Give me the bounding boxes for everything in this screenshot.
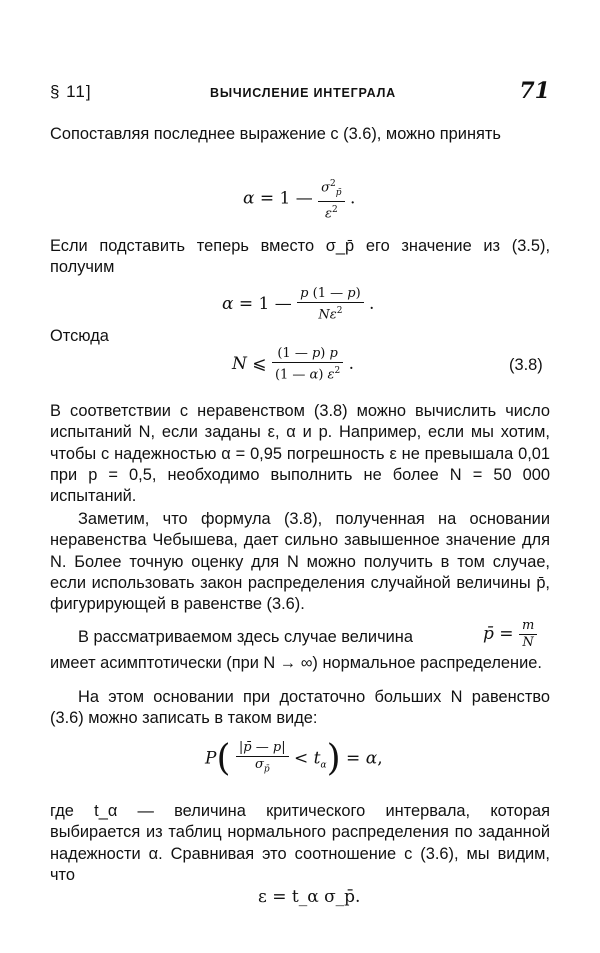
equation-3: N ⩽ $\frac{(1 — p) p}{(1 — \alpha) \varepsilon^2}$ . [232,346,355,383]
running-header [50,78,550,108]
equation-4: p̄ = $\frac{m}{N}$ [483,618,537,651]
equation-3-fraction: $\frac{(1 — p) p}{(1 — \alpha) \varepsilon^2}$ [272,346,343,383]
equation-2: α = 1 — $\frac{p (1 — p)}{N\varepsilon^2}$ . [222,286,375,323]
paragraph-2: Если подставить теперь вместо σ_p̄ его значение из (3.5), получим [50,237,550,277]
paragraph-7: На этом основании при достаточно больших N равенство (3.6) можно записать в таком виде: [50,688,550,728]
equation-5: P( $\frac{|p̄ — p|}{\sigma_{p̄}}$ < $t_\alpha) = \alpha$, [205,737,383,779]
paragraph-6b: имеет асимптотически (при N → ∞) нормальное распределение. [50,654,542,672]
section-number: § 11] [50,82,92,101]
equation-3-number: (3.8) [509,356,543,374]
paragraph-1: Сопоставляя последнее выражение с (3.6), можно принять [50,125,501,143]
paragraph-4: В соответствии с неравенством (3.8) можно вычислить число испытаний N, если заданы ε, α и p. Например, если мы хотим, чтобы с надежностью α = 0,95 погрешность ε не превышала 0,01 при p = 0,5, необходимо выполнить не более N = 50 000 испытаний. [50,402,550,506]
paragraph-5: Заметим, что формула (3.8), полученная на основании неравенства Чебышева, дает сильно завышенное значение для N. Более точную оценку для N можно получить в том случае, если использовать закон распределения случайной величины p̄, фигурирующей в равенстве (3.6). [50,510,550,614]
equation-5-fraction: $\frac{|p̄ — p|}{\sigma_{p̄}}$ [236,740,289,778]
page-number: 71 [519,78,550,104]
equation-2-fraction: $\frac{p (1 — p)}{N\varepsilon^2}$ [297,286,363,323]
equation-4-fraction: $\frac{m}{N}$ [519,618,537,651]
paragraph-6a: В рассматриваемом здесь случае величина [78,628,413,646]
paragraph-3: Отсюда [50,327,109,345]
paragraph-8: где t_α — величина критического интервала, которая выбирается из таблиц нормального распределения по заданной надежности α. Сравнивая это соотношение с (3.6), мы видим, что [50,802,550,884]
running-title: ВЫЧИСЛЕНИЕ ИНТЕГРАЛА [210,86,396,100]
equation-6: ε = t_α σ_p̄. [258,887,361,907]
equation-1-fraction: $\frac{\sigma^2_{p̄}}{\varepsilon^2}$ [318,176,344,222]
equation-1: α = 1 — $\frac{\sigma^2_{p̄}}{\varepsilon^2}$ . [243,176,355,222]
